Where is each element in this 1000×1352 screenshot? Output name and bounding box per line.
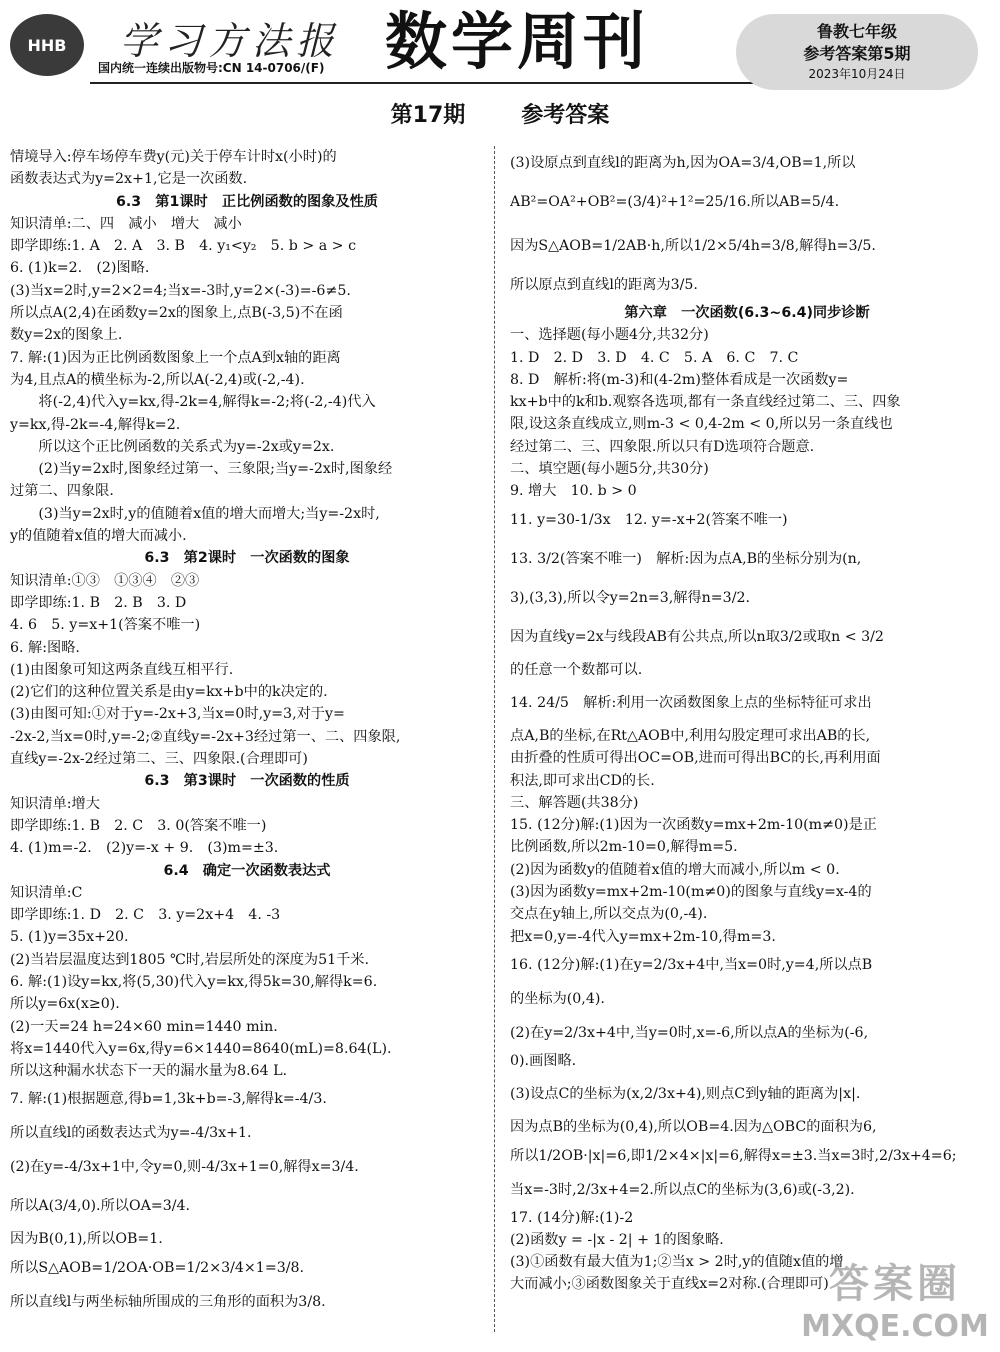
answer-line: 将(-2,4)代入y=kx,得-2k=4,解得k=-2;将(-2,-4)代入 (38, 394, 376, 411)
answer-line: 因为点B的坐标为(0,4),所以OB=4.因为△OBC的面积为6, (510, 1119, 877, 1136)
edition-grade: 鲁教七年级 (816, 22, 897, 41)
page-title (0, 98, 1000, 129)
answer-line: (3)①函数有最大值为1;②当x > 2时,y的值随x值的增 (510, 1254, 844, 1271)
answer-line: (3)设点C的坐标为(x,2/3x+4),则点C到y轴的距离为|x|. (510, 1086, 861, 1103)
answer-line: 函数表达式为y=2x+1,它是一次函数. (10, 171, 248, 188)
answer-line: 一、选择题(每小题4分,共32分) (510, 327, 709, 344)
answer-line: 知识清单:二、四 减小 增大 减小 (10, 215, 242, 232)
answer-line: 6. 解:(1)设y=kx,将(5,30)代入y=kx,得5k=30,解得k=6. (10, 973, 378, 990)
left-column (10, 146, 484, 1319)
masthead-title: 数学周刊 (385, 5, 650, 78)
answer-line: -2x-2,当x=0时,y=-2;②直线y=-2x+3经过第一、二、四象限, (10, 728, 401, 745)
publication-number: 国内统一连续出版物号:CN 14-0706/(F) (98, 61, 325, 75)
answer-line: 7. 解:(1)根据题意,得b=1,3k+b=-3,解得k=-4/3. (10, 1091, 327, 1108)
newspaper-logo: HHB (10, 14, 84, 76)
answer-line: 直线y=-2x-2经过第二、三、四象限.(合理即可) (10, 751, 308, 768)
answer-line: 过第二、四象限. (10, 483, 114, 500)
masthead-header (0, 0, 1000, 95)
answer-line: (3)由图可知:①对于y=-2x+3,当x=0时,y=3,对于y= (10, 706, 345, 723)
answer-line: 14. 24/5 解析:利用一次函数图象上点的坐标特征可求出 (510, 694, 872, 711)
section-heading: 6.3 第2课时 一次函数的图象 (144, 550, 350, 567)
answer-line: 知识清单:增大 (10, 795, 100, 812)
watermark-text: 答案圈 (829, 1261, 961, 1307)
answer-line: 知识清单:C (10, 884, 83, 901)
answer-line: (2)在y=2/3x+4中,当y=0时,x=-6,所以点A的坐标为(-6, (510, 1024, 869, 1041)
answer-line: 知识清单:①③ ①③④ ②③ (10, 572, 200, 589)
watermark-url: MXQE.COM (801, 1309, 989, 1344)
right-column (510, 146, 984, 1296)
answer-line: 3),(3,3),所以令y=2n=3,解得n=3/2. (510, 589, 751, 606)
answer-line: 把x=0,y=-4代入y=mx+2m-10,得m=3. (510, 928, 776, 945)
answer-line: 情境导入:停车场停车费y(元)关于停车计时x(小时)的 (10, 149, 337, 165)
answer-line: (3)当x=2时,y=2×2=4;当x=-3时,y=2×(-3)=-6≠5. (10, 282, 351, 299)
answer-line: y=kx,得-2k=-4,解得k=2. (10, 416, 181, 433)
issue-number: 第17期 (390, 103, 466, 128)
answer-line: 二、填空题(每小题5分,共30分) (510, 461, 709, 478)
answer-line: 所以S△AOB=1/2OA·OB=1/2×3/4×1=3/8. (10, 1259, 305, 1276)
answer-line: 的任意一个数都可以. (510, 661, 643, 678)
answer-line: 5. (1)y=35x+20. (10, 929, 129, 946)
section-heading: 6.3 第3课时 一次函数的性质 (144, 773, 350, 790)
answer-line: 9. 增大 10. b > 0 (510, 483, 637, 500)
answer-line: 7. 解:(1)因为正比例函数图象上一个点A到x轴的距离 (10, 349, 341, 366)
answer-line: 所以y=6x(x≥0). (10, 996, 120, 1013)
answer-line: 6. (1)k=2. (2)图略. (10, 260, 150, 277)
answer-line: kx+b中的k和b.观察各选项,都有一条直线经过第二、三、四象 (510, 394, 901, 411)
edition-issue: 参考答案第5期 (803, 44, 911, 63)
answer-line: 13. 3/2(答案不唯一) 解析:因为点A,B的坐标分别为(n, (510, 550, 862, 567)
answer-line: 1. D 2. D 3. D 4. C 5. A 6. C 7. C (510, 349, 799, 366)
answer-line: y的值随着x值的增大而减小. (10, 528, 187, 545)
site-watermark (800, 1258, 990, 1348)
answer-line: 为4,且点A的横坐标为-2,所以A(-2,4)或(-2,-4). (10, 371, 305, 388)
answer-line: 4. 6 5. y=x+1(答案不唯一) (10, 617, 201, 634)
section-heading: 6.4 确定一次函数表达式 (163, 862, 331, 879)
answer-line: 三、解答题(共38分) (510, 794, 639, 811)
answer-line: 由折叠的性质可得出OC=OB,进而可得出BC的长,再利用面 (510, 750, 881, 767)
answer-line: 即学即练:1. B 2. B 3. D (10, 594, 187, 611)
answer-line: 因为B(0,1),所以OB=1. (10, 1231, 163, 1248)
answer-line: (2)一天=24 h=24×60 min=1440 min. (10, 1018, 278, 1035)
answer-line: 当x=-3时,2/3x+4=2.所以点C的坐标为(3,6)或(-3,2). (510, 1181, 855, 1198)
answer-line: 即学即练:1. A 2. A 3. B 4. y₁<y₂ 5. b > a > c (10, 238, 357, 255)
answer-line: (3)设原点到直线l的距离为h,因为OA=3/4,OB=1,所以 (510, 155, 856, 171)
answer-line: 11. y=30-1/3x 12. y=-x+2(答案不唯一) (510, 511, 788, 528)
answer-line: (2)它们的这种位置关系是由y=kx+b中的k决定的. (10, 684, 328, 701)
column-divider (494, 146, 495, 1332)
answer-line: 所以直线l的函数表达式为y=-4/3x+1. (10, 1125, 252, 1142)
answer-line: (2)因为函数y的值随着x值的增大而减小,所以m < 0. (510, 861, 840, 878)
answer-line: 即学即练:1. D 2. C 3. y=2x+4 4. -3 (10, 907, 281, 924)
answer-line: (3)当y=2x时,y的值随着x值的增大而增大;当y=-2x时, (38, 505, 380, 522)
answer-line: 的坐标为(0,4). (510, 990, 605, 1007)
answer-line: 8. D 解析:将(m-3)和(4-2m)整体看成是一次函数y= (510, 371, 849, 388)
answer-line: 15. (12分)解:(1)因为一次函数y=mx+2m-10(m≠0)是正 (510, 817, 877, 834)
answer-line: 所以点A(2,4)在函数y=2x的图象上,点B(-3,5)不在函 (10, 305, 343, 322)
answer-line: 即学即练:1. B 2. C 3. 0(答案不唯一) (10, 817, 267, 834)
answer-line: 经过第二、三、四象限.所以只有D选项符合题意. (510, 438, 815, 455)
answer-line: 6. 解:图略. (10, 639, 80, 656)
answer-line: 所以这个正比例函数的关系式为y=-2x或y=2x. (38, 438, 335, 455)
answer-line: 所以这种漏水状态下一天的漏水量为8.64 L. (10, 1063, 288, 1080)
answer-line: (2)当y=2x时,图象经过第一、三象限;当y=-2x时,图象经 (38, 461, 393, 478)
answer-line: (1)由图象可知这两条直线互相平行. (10, 661, 234, 678)
answer-line: 16. (12分)解:(1)在y=2/3x+4中,当x=0时,y=4,所以点B (510, 956, 873, 973)
answer-line: 积法,即可求出CD的长. (510, 772, 655, 789)
answer-line: 因为S△AOB=1/2AB·h,所以1/2×5/4h=3/8,解得h=3/5. (510, 238, 876, 254)
answer-line: 所以直线l与两坐标轴所围成的三角形的面积为3/8. (10, 1293, 326, 1310)
answer-label: 参考答案 (521, 103, 610, 128)
answer-line: 大而减小;③函数图象关于直线x=2对称.(合理即可) (510, 1276, 829, 1293)
answer-line: (2)当岩层温度达到1805 ℃时,岩层所处的深度为51千米. (10, 951, 370, 968)
header-rule (90, 82, 770, 84)
answer-line: 所以A(3/4,0).所以OA=3/4. (10, 1198, 191, 1215)
brand-name: 学习方法报 (120, 19, 341, 63)
answer-line: 所以1/2OB·|x|=6,即1/2×4×|x|=6,解得x=±3.当x=3时,2/3x+4=6; (510, 1147, 957, 1164)
answer-line: 将x=1440代入y=6x,得y=6×1440=8640(mL)=8.64(L). (10, 1040, 392, 1057)
answer-line: 比例函数,所以2m-10=0,解得m=5. (510, 839, 738, 856)
section-heading: 第六章 一次函数(6.3~6.4)同步诊断 (624, 305, 870, 321)
answer-line: 4. (1)m=-2. (2)y=-x + 9. (3)m=±3. (10, 840, 279, 857)
answer-line: 交点在y轴上,所以交点为(0,-4). (510, 906, 708, 923)
answer-line: (2)在y=-4/3x+1中,令y=0,则-4/3x+1=0,解得x=3/4. (10, 1159, 359, 1176)
answer-line: 所以原点到直线l的距离为3/5. (510, 277, 698, 293)
answer-line: 限,设这条直线成立,则m-3 < 0,4-2m < 0,所以另一条直线也 (510, 416, 893, 433)
section-heading: 6.3 第1课时 正比例函数的图象及性质 (115, 193, 378, 210)
answer-line: (3)因为函数y=mx+2m-10(m≠0)的图象与直线y=x-4的 (510, 884, 872, 901)
answer-line: 因为直线y=2x与线段AB有公共点,所以n取3/2或取n < 3/2 (510, 628, 884, 645)
answer-line: 17. (14分)解:(1)-2 (510, 1209, 634, 1226)
answer-line: 数y=2x的图象上. (10, 327, 123, 344)
answer-line: AB²=OA²+OB²=(3/4)²+1²=25/16.所以AB=5/4. (510, 194, 840, 210)
answer-line: (2)函数y = -|x - 2| + 1的图象略. (510, 1231, 724, 1248)
answer-line: 0).画图略. (510, 1052, 577, 1069)
edition-date: 2023年10月24日 (808, 67, 906, 81)
answer-line: 点A,B的坐标,在Rt△AOB中,利用勾股定理可求出AB的长, (510, 727, 871, 744)
edition-badge (736, 14, 978, 90)
